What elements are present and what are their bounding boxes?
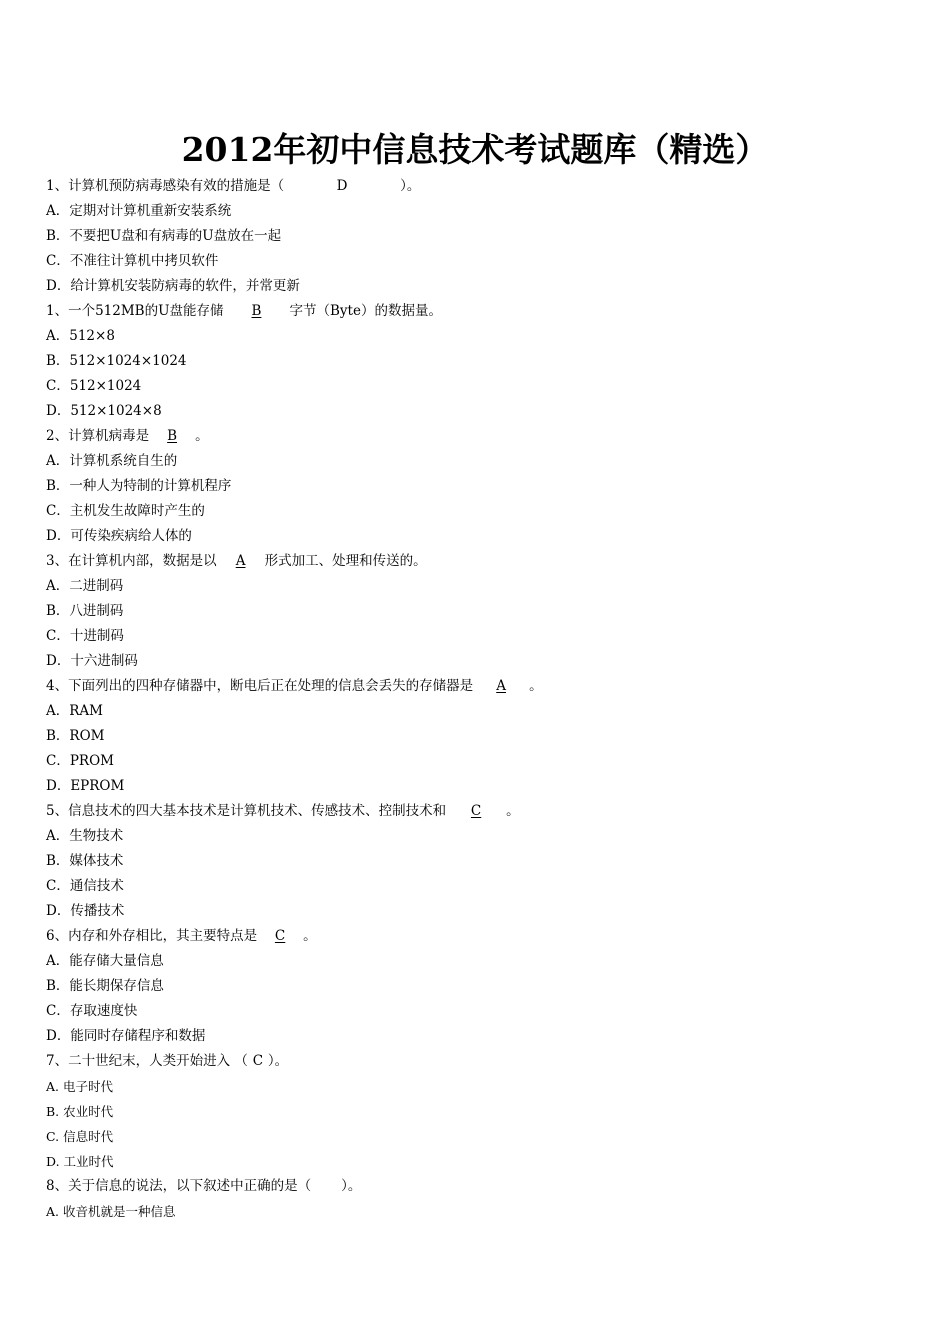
option-item: A．能存储大量信息 bbox=[46, 953, 164, 969]
answer-blank: A bbox=[496, 678, 506, 694]
question-stem bbox=[46, 174, 906, 199]
option-item: D．十六进制码 bbox=[46, 653, 138, 669]
option-item: B．能长期保存信息 bbox=[46, 978, 164, 994]
stem-text: 。 bbox=[195, 428, 209, 444]
option-item: B．媒体技术 bbox=[46, 853, 124, 869]
option-item: C．主机发生故障时产生的 bbox=[46, 503, 205, 519]
question-stem bbox=[46, 924, 906, 949]
stem-text: 5、信息技术的四大基本技术是计算机技术、传感技术、控制技术和 bbox=[46, 803, 447, 819]
question-stem bbox=[46, 1174, 906, 1199]
answer-blank: B bbox=[251, 303, 262, 319]
stem-text: 字节（Byte）的数据量。 bbox=[289, 303, 442, 319]
question-stem bbox=[46, 1049, 906, 1074]
option-item: A．512×8 bbox=[46, 328, 115, 344]
option-item: D．给计算机安装防病毒的软件，并常更新 bbox=[46, 278, 300, 294]
option-item: B．不要把U盘和有病毒的U盘放在一起 bbox=[46, 228, 282, 244]
option-item: B. 农业时代 bbox=[46, 1104, 114, 1119]
option-item: B．一种人为特制的计算机程序 bbox=[46, 478, 232, 494]
document-title: 2012年初中信息技术考试题库（精选） bbox=[181, 130, 769, 169]
option-item: A．生物技术 bbox=[46, 828, 124, 844]
stem-text: 。 bbox=[303, 928, 317, 944]
stem-text: 1、计算机预防病毒感染有效的措施是（ bbox=[46, 178, 285, 194]
option-item: D．EPROM bbox=[46, 778, 125, 794]
stem-text: 1、一个512MB的U盘能存储 bbox=[46, 303, 224, 319]
option-item: D．可传染疾病给人体的 bbox=[46, 528, 192, 544]
question-list bbox=[46, 174, 906, 1224]
answer-mark: D bbox=[336, 178, 348, 194]
answer-blank: C bbox=[274, 928, 286, 944]
stem-text: 2、计算机病毒是 bbox=[46, 428, 150, 444]
stem-text: 8、关于信息的说法，以下叙述中正确的是（ bbox=[46, 1178, 312, 1194]
answer-mark: C bbox=[252, 1053, 264, 1069]
question-stem bbox=[46, 299, 906, 324]
option-item: A. 电子时代 bbox=[46, 1079, 113, 1094]
question-stem bbox=[46, 424, 906, 449]
stem-text: 7、二十世纪末，人类开始进入 （ bbox=[46, 1053, 248, 1069]
option-item: B．ROM bbox=[46, 728, 105, 744]
option-item: A．二进制码 bbox=[46, 578, 124, 594]
stem-text: 6、内存和外存相比，其主要特点是 bbox=[46, 928, 258, 944]
stem-text: 。 bbox=[529, 678, 543, 694]
question-stem bbox=[46, 799, 906, 824]
option-item: A．计算机系统自生的 bbox=[46, 453, 178, 469]
stem-text: 形式加工、处理和传送的。 bbox=[264, 553, 427, 569]
stem-text: ）。 bbox=[400, 178, 421, 194]
option-item: C．通信技术 bbox=[46, 878, 124, 894]
option-item: C．十进制码 bbox=[46, 628, 124, 644]
stem-text: 4、下面列出的四种存储器中，断电后正在处理的信息会丢失的存储器是 bbox=[46, 678, 474, 694]
option-item: A．RAM bbox=[46, 703, 103, 719]
option-item: C. 信息时代 bbox=[46, 1129, 114, 1144]
answer-blank: C bbox=[470, 803, 482, 819]
option-item: C．不准往计算机中拷贝软件 bbox=[46, 253, 219, 269]
option-item: A. 收音机就是一种信息 bbox=[46, 1204, 176, 1219]
option-item: D．传播技术 bbox=[46, 903, 125, 919]
option-item: B．512×1024×1024 bbox=[46, 353, 187, 369]
option-item: D．512×1024×8 bbox=[46, 403, 162, 419]
question-stem bbox=[46, 674, 906, 699]
option-item: D．能同时存储程序和数据 bbox=[46, 1028, 206, 1044]
option-item: A．定期对计算机重新安装系统 bbox=[46, 203, 232, 219]
option-item: C．512×1024 bbox=[46, 378, 142, 394]
option-item: B．八进制码 bbox=[46, 603, 124, 619]
stem-text: ）。 bbox=[341, 1178, 362, 1194]
option-item: C．存取速度快 bbox=[46, 1003, 138, 1019]
stem-text: ）。 bbox=[267, 1053, 289, 1069]
answer-blank: A bbox=[235, 553, 246, 569]
option-item: D. 工业时代 bbox=[46, 1154, 114, 1169]
stem-text: 。 bbox=[506, 803, 520, 819]
answer-blank: B bbox=[167, 428, 178, 444]
stem-text: 3、在计算机内部，数据是以 bbox=[46, 553, 217, 569]
option-item: C．PROM bbox=[46, 753, 114, 769]
question-stem bbox=[46, 549, 906, 574]
